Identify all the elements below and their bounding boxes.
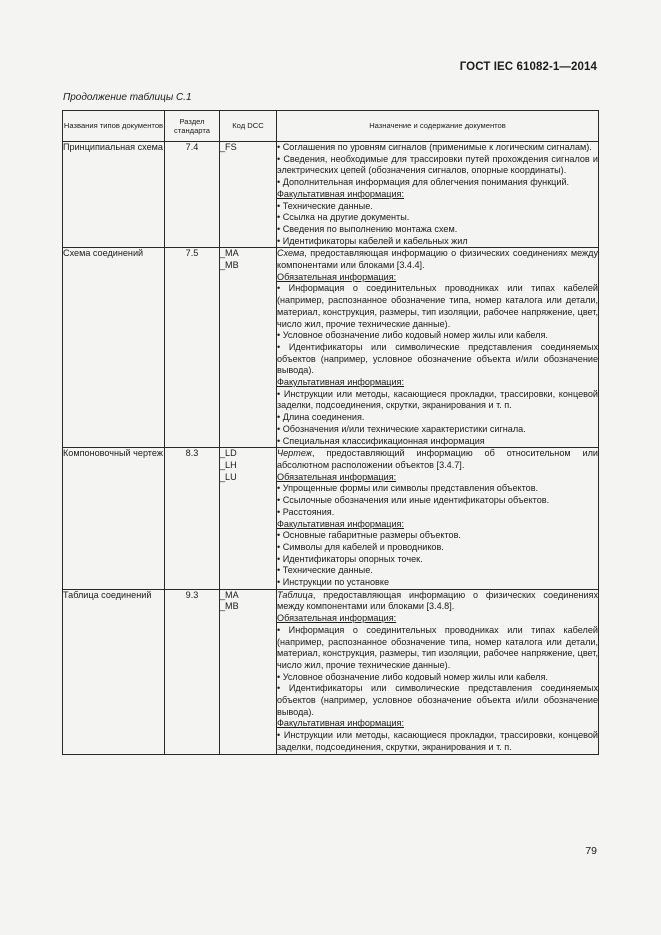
content-item: • Технические данные.	[277, 565, 373, 576]
document-content-cell	[277, 589, 599, 754]
definition-text: , предоставляющая информацию о физических соединениях между компонентами или блоками [3.4.8].	[277, 589, 598, 612]
content-definition	[277, 448, 598, 471]
definition-term: Схема	[277, 248, 305, 259]
content-item: • Специальная классификационная информация	[277, 435, 485, 446]
standard-section: 7.5	[165, 248, 220, 448]
table-row	[63, 142, 599, 248]
dcc-code-cell	[220, 448, 277, 589]
dcc-code: _MB	[220, 260, 239, 271]
content-item: • Символы для кабелей и проводников.	[277, 541, 444, 552]
table-row	[63, 589, 599, 754]
dcc-code: _LU	[220, 471, 237, 482]
document-content-cell	[277, 142, 599, 248]
subsection-heading: Факультативная информация:	[277, 518, 405, 529]
document-content-cell	[277, 248, 599, 448]
content-definition	[277, 590, 598, 613]
content-item: • Дополнительная информация для облегчения понимания функций.	[277, 177, 570, 188]
subsection-heading: Обязательная информация:	[277, 271, 397, 282]
dcc-code: _LD	[220, 448, 237, 459]
content-item: • Соглашения по уровням сигналов (применимые к логическим сигналам).	[277, 142, 592, 152]
definition-term: Чертеж	[277, 448, 313, 459]
standard-section: 9.3	[165, 589, 220, 754]
dcc-code-cell	[220, 142, 277, 248]
content-item: • Информация о соединительных проводниках или типах кабелей (например, распознанное обозначение типа, номер каталога или детали, материал, конструкция, размеры, тип изоляции, рабочее напряжение, цвет, число жил, прочие технические данные).	[277, 624, 598, 670]
dcc-code-cell	[220, 248, 277, 448]
subsection-heading: Факультативная информация:	[277, 188, 405, 199]
definition-text: , предоставляющий информацию об относительном или абсолютном расположении объектов [3.4.7].	[277, 448, 598, 470]
dcc-code: _MA	[220, 248, 239, 259]
dcc-code-cell	[220, 589, 277, 754]
document-type-name: Таблица соединений	[63, 589, 165, 754]
content-item: • Основные габаритные размеры объектов.	[277, 530, 461, 541]
content-item: • Ссылка на другие документы.	[277, 212, 410, 223]
column-header-content: Назначение и содержание документов	[277, 111, 599, 142]
content-item: • Инструкции или методы, касающиеся прокладки, трассировки, концевой заделки, подсоединения, скрутки, экранирования и т. п.	[277, 730, 598, 752]
content-item: • Сведения по выполнению монтажа схем.	[277, 223, 458, 234]
content-item: • Инструкции или методы, касающиеся прокладки, трассировки, концевой заделки, подсоединения, скрутки, экранирования и т. п.	[277, 388, 598, 411]
document-type-name: Компоновочный чертеж	[63, 448, 165, 589]
column-header-section: Раздел стандарта	[165, 111, 220, 142]
dcc-code: _FS	[220, 142, 237, 152]
subsection-heading: Обязательная информация:	[277, 613, 397, 624]
subsection-heading: Обязательная информация:	[277, 471, 397, 482]
document-id: ГОСТ IEC 61082-1—2014	[459, 61, 597, 73]
document-type-name: Принципиальная схема	[63, 142, 165, 248]
table-caption: Продолжение таблицы С.1	[63, 92, 192, 103]
content-item: • Ссылочные обозначения или иные идентификаторы объектов.	[277, 495, 550, 506]
subsection-heading: Факультативная информация:	[277, 377, 405, 388]
content-item: • Идентификаторы кабелей и кабельных жил	[277, 235, 468, 246]
standard-section: 7.4	[165, 142, 220, 248]
content-definition	[277, 248, 598, 271]
content-item: • Инструкции по установке	[277, 577, 390, 588]
dcc-code: _LH	[220, 459, 237, 470]
content-item: • Идентификаторы или символические представления соединяемых объектов (например, условное обозначение объекта и/или обозначение вывода).	[277, 341, 598, 376]
dcc-code: _MB	[220, 601, 239, 612]
content-item: • Сведения, необходимые для трассировки путей прохождения сигналов и электрических цепей (обозначения сигналов, опорные координаты).	[277, 153, 598, 176]
content-item: • Условное обозначение либо кодовый номер жилы или кабеля.	[277, 671, 548, 682]
definition-text: , предоставляющая информацию о физических соединениях между компонентами или блоками [3.4.4].	[277, 248, 598, 271]
column-header-code: Код DCC	[220, 111, 277, 142]
subsection-heading: Факультативная информация:	[277, 718, 405, 729]
content-item: • Технические данные.	[277, 200, 373, 211]
document-content-cell	[277, 448, 599, 589]
table-header-row	[63, 111, 599, 142]
definition-term: Таблица	[277, 589, 313, 600]
documents-table	[62, 110, 599, 755]
column-header-name: Названия типов документов	[63, 111, 165, 142]
dcc-code: _MA	[220, 589, 239, 600]
content-item: • Расстояния.	[277, 506, 335, 517]
content-item: • Обозначения и/или технические характеристики сигнала.	[277, 423, 526, 434]
content-item: • Упрощенные формы или символы представления объектов.	[277, 483, 539, 494]
content-item: • Идентификаторы или символические представления соединяемых объектов (например, условное обозначение объекта и/или обозначение вывода).	[277, 683, 598, 717]
content-item: • Информация о соединительных проводниках или типах кабелей (например, распознанное обозначение типа, номер каталога или детали, материал, конструкция, размеры, тип изоляции, рабочее напряжение, цвет, число жил, прочие технические данные).	[277, 283, 598, 329]
content-item: • Идентификаторы опорных точек.	[277, 553, 423, 564]
page-number: 79	[585, 845, 597, 857]
content-item: • Длина соединения.	[277, 412, 365, 423]
standard-section: 8.3	[165, 448, 220, 589]
table-row	[63, 248, 599, 448]
document-type-name: Схема соединений	[63, 248, 165, 448]
table-row	[63, 448, 599, 589]
content-item: • Условное обозначение либо кодовый номер жилы или кабеля.	[277, 330, 548, 341]
